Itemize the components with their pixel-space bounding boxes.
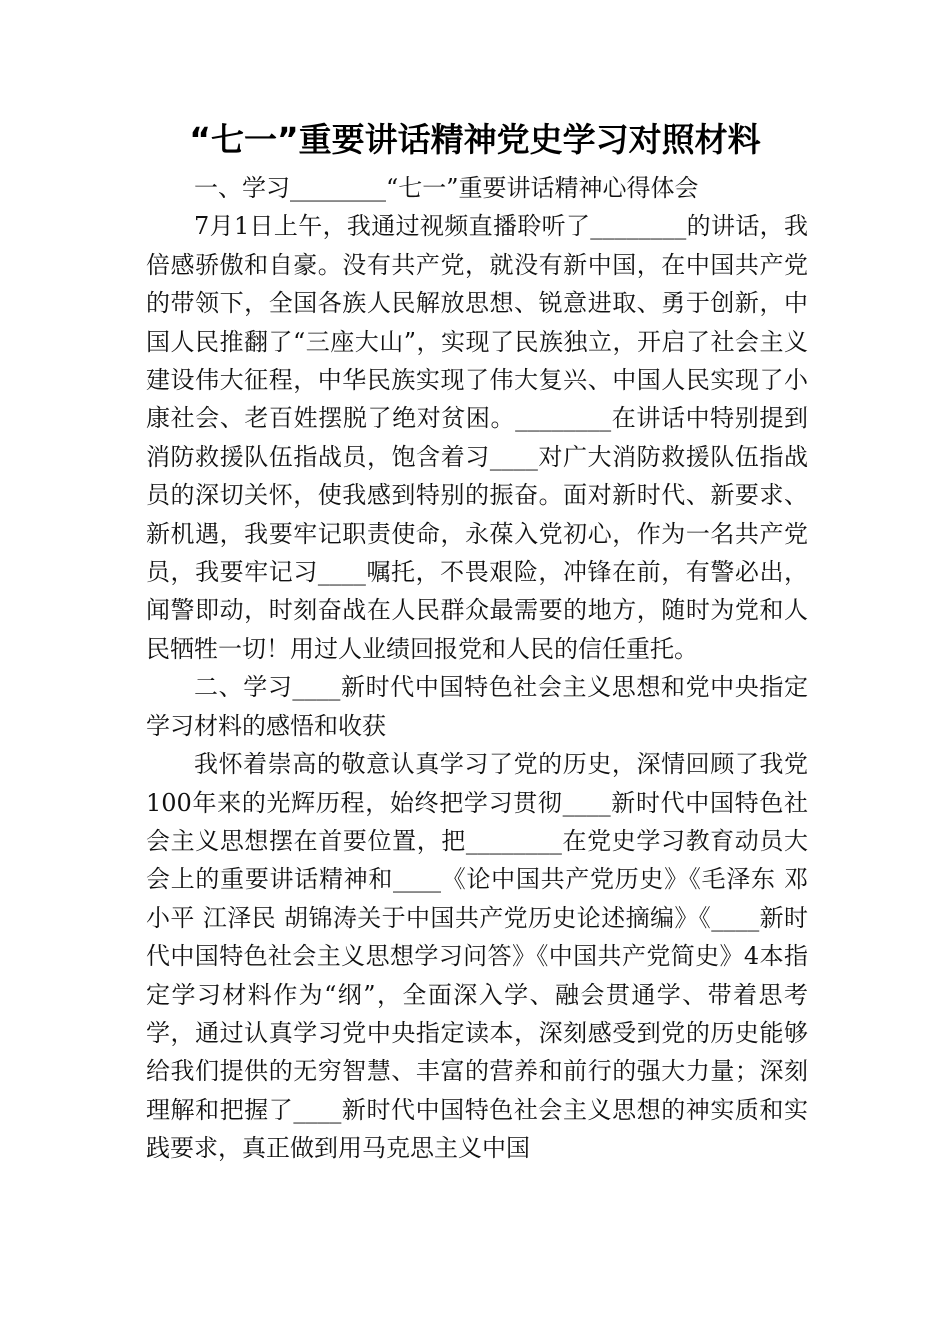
section-heading-1: 一、学习________“七一”重要讲话精神心得体会 xyxy=(194,174,699,202)
body-paragraph-1: 7月1日上午，我通过视频直播聆听了________的讲话，我倍感骄傲和自豪。没有共产党，就没有新中国，在中国共产党的带领下，全国各族人民解放思想、锐意进取、勇于创新，中国人民推翻了“三座大山”，实现了民族独立，开启了社会主义建设伟大征程，中华民族实现了伟大复兴、中国人民实现了小康社会、老百姓摆脱了绝对贫困。________在讲话中特别提到消防救援队伍指战员，饱含着习____对广大消防救援队伍指战员的深切关怀，使我感到特别的振奋。面对新时代、新要求、新机遇，我要牢记职责使命，永葆入党初心，作为一名共产党员，我要牢记习____嘱托，不畏艰险，冲锋在前，有警必出，闻警即动，时刻奋战在人民群众最需要的地方，随时为党和人民牺牲一切！用过人业绩回报党和人民的信任重托。 xyxy=(146,212,808,663)
document-body xyxy=(146,169,808,1168)
section-heading-2: 二、学习____新时代中国特色社会主义思想和党中央指定学习材料的感悟和收获 xyxy=(146,673,808,740)
body-paragraph-2: 我怀着崇高的敬意认真学习了党的历史，深情回顾了我党100年来的光辉历程，始终把学习贯彻____新时代中国特色社会主义思想摆在首要位置，把________在党史学习教育动员大会上的重要讲话精神和____《论中国共产党历史》《毛泽东 邓小平 江泽民 胡锦涛关于中国共产党历史论述摘编》《____新时代中国特色社会主义思想学习问答》《中国共产党简史》4本指定学习材料作为“纲”，全面深入学、融会贯通学、带着思考学，通过认真学习党中央指定读本，深刻感受到党的历史能够给我们提供的无穷智慧、丰富的营养和前行的强大力量；深刻理解和把握了____新时代中国特色社会主义思想的神实质和实践要求，真正做到用马克思主义中国 xyxy=(146,750,808,1163)
document-title: “七一”重要讲话精神党史学习对照材料 xyxy=(189,120,761,159)
